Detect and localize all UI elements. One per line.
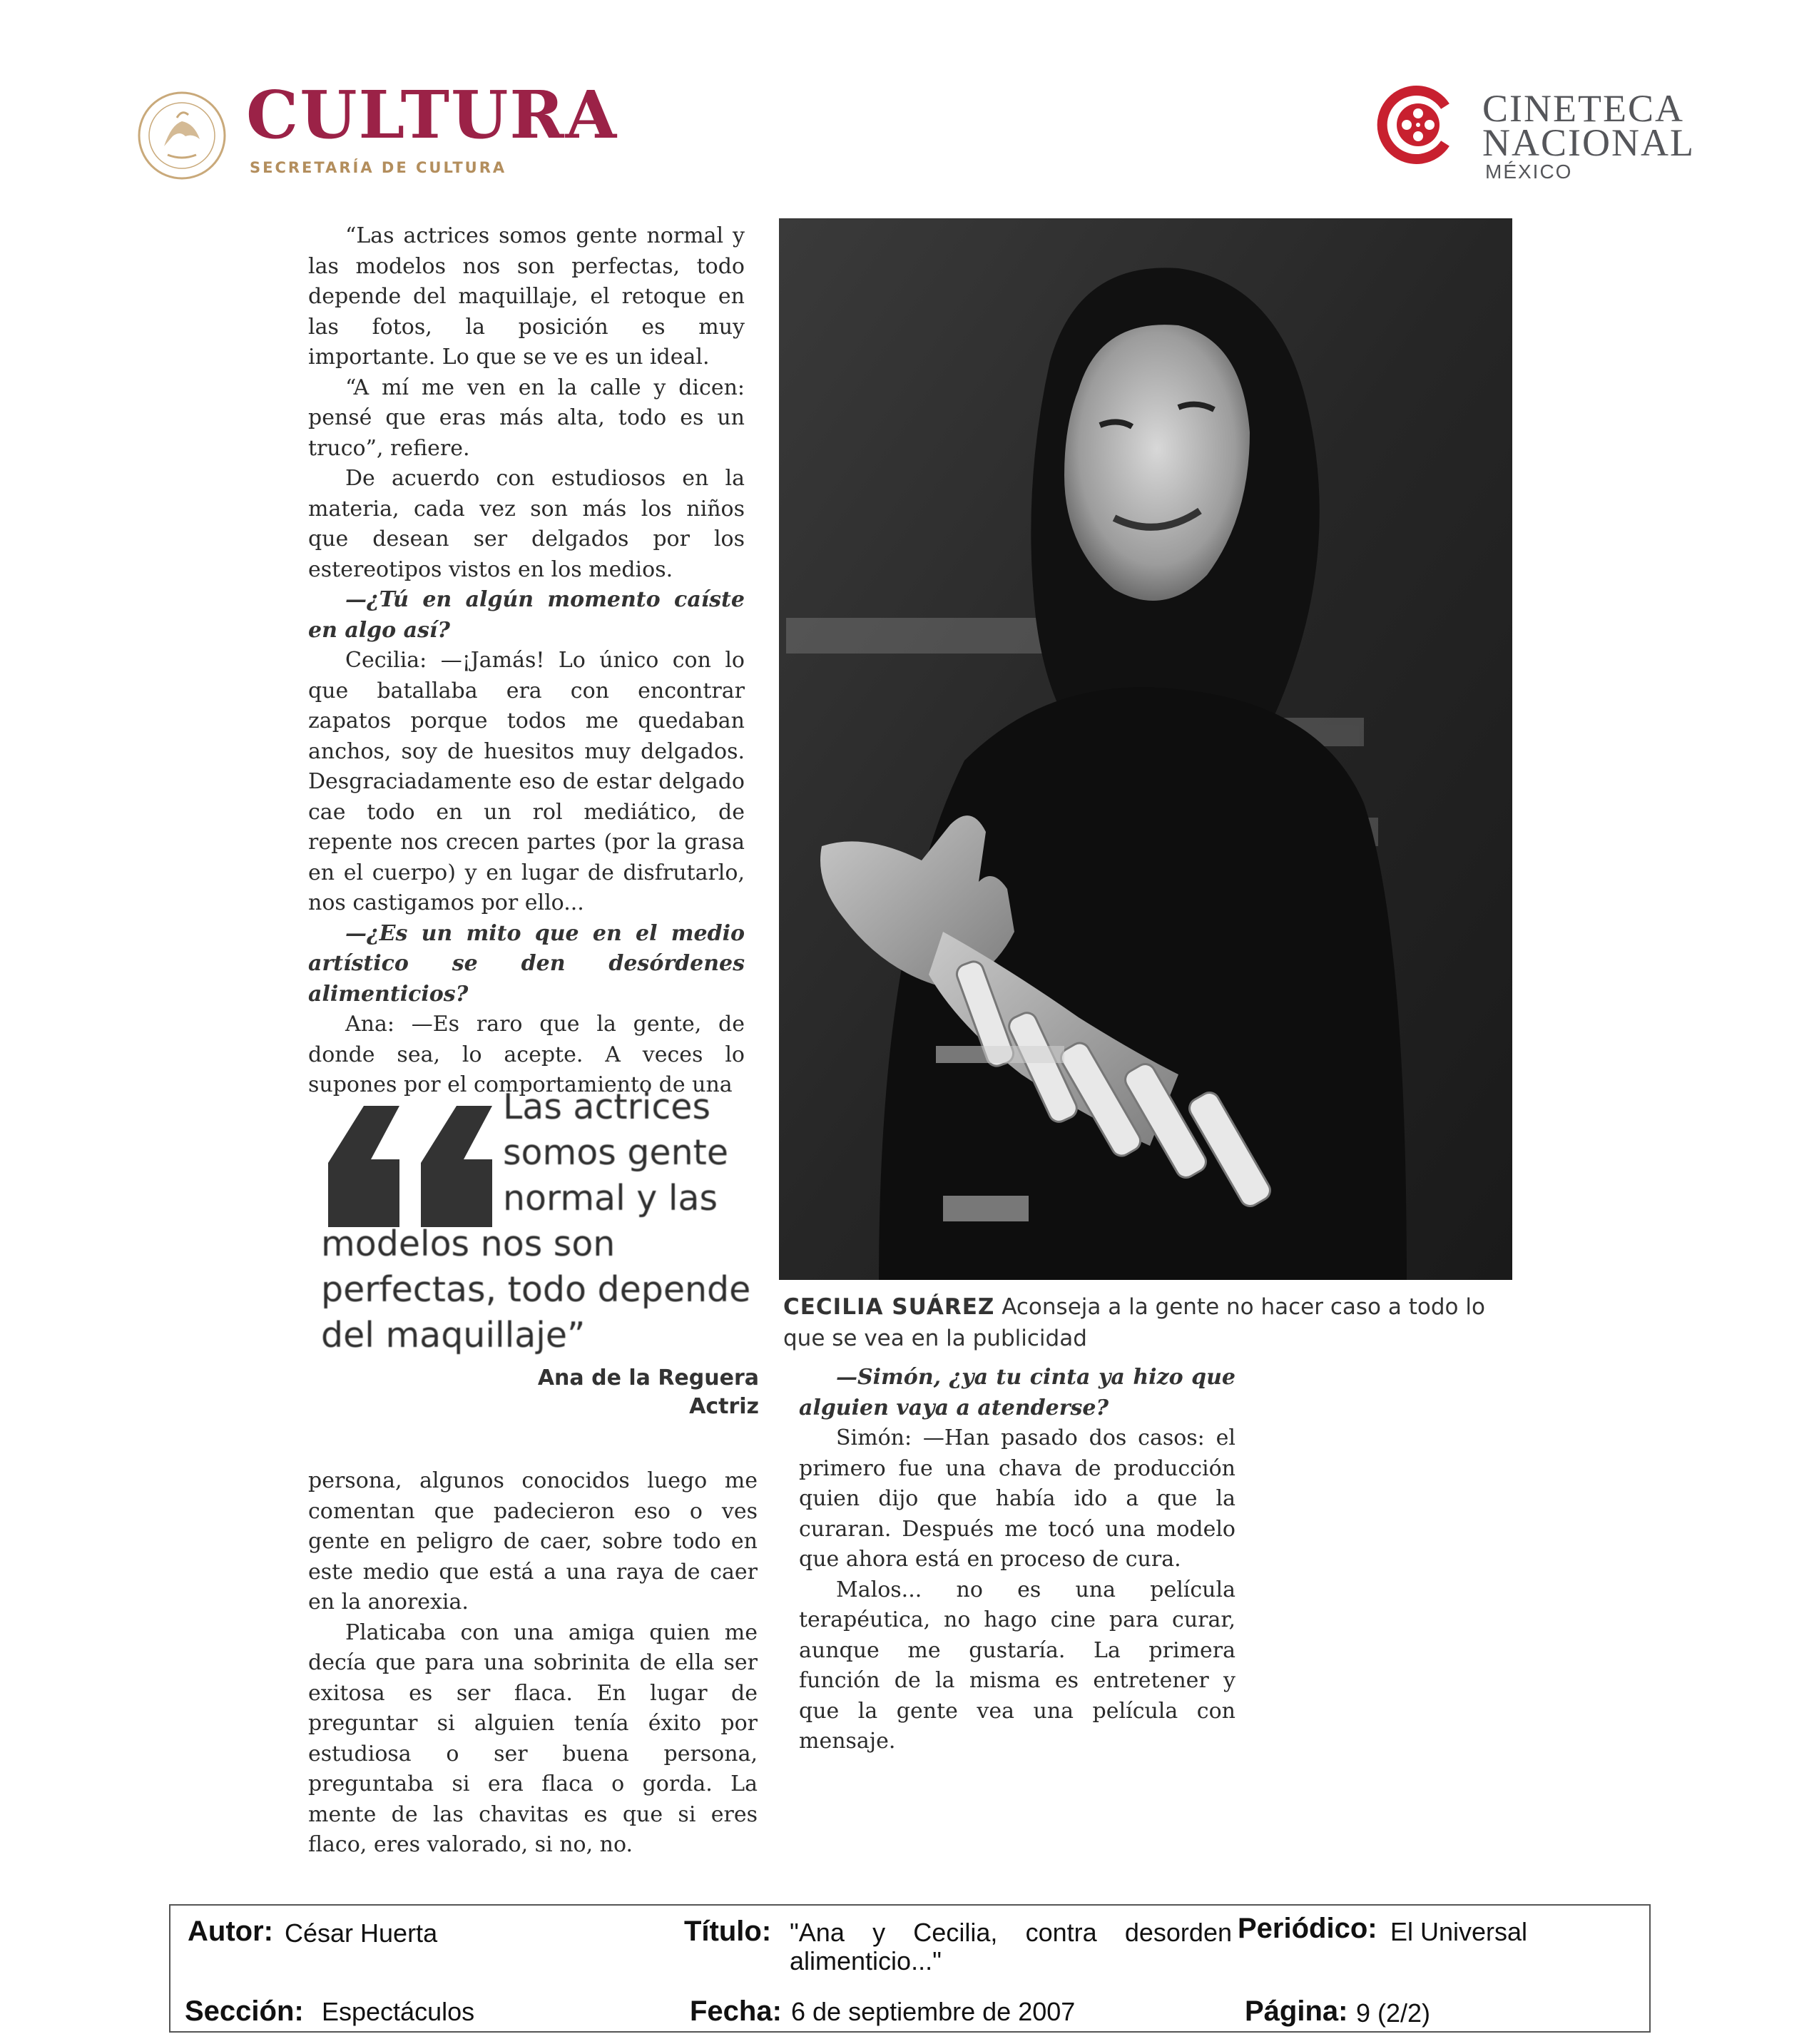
pull-quote-text <box>321 1084 763 1358</box>
autor-value: César Huerta <box>285 1918 438 1948</box>
caption-name: CECILIA SUÁREZ <box>783 1294 995 1320</box>
paragraph: persona, algunos conocidos luego me comentan que padecieron eso o ves gente en peligro de caer, sobre todo en este medio que está a una raya de caer en la anorexia. <box>308 1468 758 1615</box>
brand-name: CULTURA <box>246 76 618 153</box>
mexican-coat-of-arms-seal-icon <box>136 89 228 182</box>
pull-quote-line: somos gente <box>503 1132 728 1173</box>
cineteca-logo <box>1377 82 1705 189</box>
cineteca-line-1: CINETECA <box>1482 87 1684 130</box>
photo-caption <box>783 1291 1497 1354</box>
autor-label: Autor: <box>188 1916 273 1947</box>
brand-subtitle: SECRETARÍA DE CULTURA <box>250 159 507 176</box>
paragraph: Platicaba con una amiga quien me decía que para una sobrinita de ella ser exitosa es ser flaca. En lugar de preguntar si alguien tenía éxito por estudiosa o ser buena persona, preguntaba si era flaca o gorda. La mente de las chavitas es que si eres flaco, eres valorado, si no, no. <box>308 1620 758 1857</box>
cultura-logo <box>136 76 618 189</box>
paragraph: Malos... no es una película terapéutica, no hago cine para curar, aunque me gustaría. La primera función de la misma es entretener y que la gente vea una película con mensaje. <box>799 1577 1235 1754</box>
article-column-left-bottom <box>308 1466 758 1861</box>
photo-cecilia-suarez <box>779 218 1512 1280</box>
interview-question: —¿Es un mito que en el medio artístico se den desórdenes alimenticios? <box>308 920 745 1007</box>
seccion-label: Sección: <box>185 1995 304 2027</box>
fecha-label: Fecha: <box>690 1995 782 2027</box>
titulo-line-1: "Ana y Cecilia, contra desorden <box>790 1918 1232 1947</box>
paragraph: Cecilia: —¡Jamás! Lo único con lo que batallaba era con encontrar zapatos porque todos me quedaban anchos, soy de huesitos muy delgados. Desgraciadamente eso de estar delgado cae todo en un rol mediático, de repente nos crecen partes (por la grasa en el cuerpo) y en lugar de disfrutarlo, nos castigamos por ello... <box>308 648 745 915</box>
paragraph: De acuerdo con estudiosos en la materia, cada vez son más los niños que desean ser delgados por los estereotipos vistos en los medios. <box>308 466 745 582</box>
photo-illustration <box>779 218 1512 1280</box>
cineteca-film-reel-icon <box>1377 85 1457 165</box>
periodico-label: Periódico: <box>1238 1913 1377 1944</box>
cineteca-line-2: NACIONAL <box>1482 121 1695 164</box>
periodico-value: El Universal <box>1390 1917 1528 1946</box>
paragraph: “Las actrices somos gente normal y las modelos nos son perfectas, todo depende del maquillaje, el retoque en las fotos, la posición es muy importante. Lo que se ve es un ideal. <box>308 223 745 370</box>
titulo-value <box>790 1918 1232 1976</box>
interview-question: —Simón, ¿ya tu cinta ya hizo que alguien vaya a atenderse? <box>799 1365 1235 1420</box>
seccion-value: Espectáculos <box>322 1997 475 2026</box>
pull-quote-line: modelos nos son <box>321 1224 616 1264</box>
interview-question: —¿Tú en algún momento caíste en algo así? <box>308 587 745 643</box>
article-column-left-top <box>308 221 745 1101</box>
metadata-footer <box>169 1904 1651 2033</box>
pull-quote-attribution <box>538 1364 759 1421</box>
fecha-value: 6 de septiembre de 2007 <box>791 1997 1076 2026</box>
pagina-label: Página: <box>1245 1995 1348 2027</box>
paragraph: “A mí me ven en la calle y dicen: pensé que eras más alta, todo es un truco”, refiere. <box>308 375 745 461</box>
paragraph: Simón: —Han pasado dos casos: el primero fue una chava de producción quien dijo que había ido a que la curaran. Después me tocó una modelo que ahora está en proceso de cura. <box>799 1425 1235 1572</box>
caption-text: Aconseja a la gente no hacer caso a todo lo que se vea en la publicidad <box>783 1294 1485 1351</box>
pagina-value: 9 (2/2) <box>1356 1998 1431 2028</box>
pull-quote <box>321 1084 763 1419</box>
paragraph: Ana: —Es raro que la gente, de donde sea, lo acepte. A veces lo supones por el comportamiento de una <box>308 1012 745 1097</box>
pull-quote-line: perfectas, todo depende <box>321 1269 751 1310</box>
titulo-line-2: alimenticio..." <box>790 1946 942 1976</box>
titulo-label: Título: <box>684 1916 772 1947</box>
cineteca-country: MÉXICO <box>1485 161 1573 183</box>
pull-quote-line: del maquillaje” <box>321 1315 586 1356</box>
pull-quote-author: Ana de la Reguera <box>537 1366 759 1390</box>
pull-quote-line: normal y las <box>503 1178 718 1219</box>
pull-quote-author-role: Actriz <box>689 1394 759 1419</box>
pull-quote-line: Las actrices <box>503 1087 710 1127</box>
article-column-right <box>799 1363 1235 1757</box>
